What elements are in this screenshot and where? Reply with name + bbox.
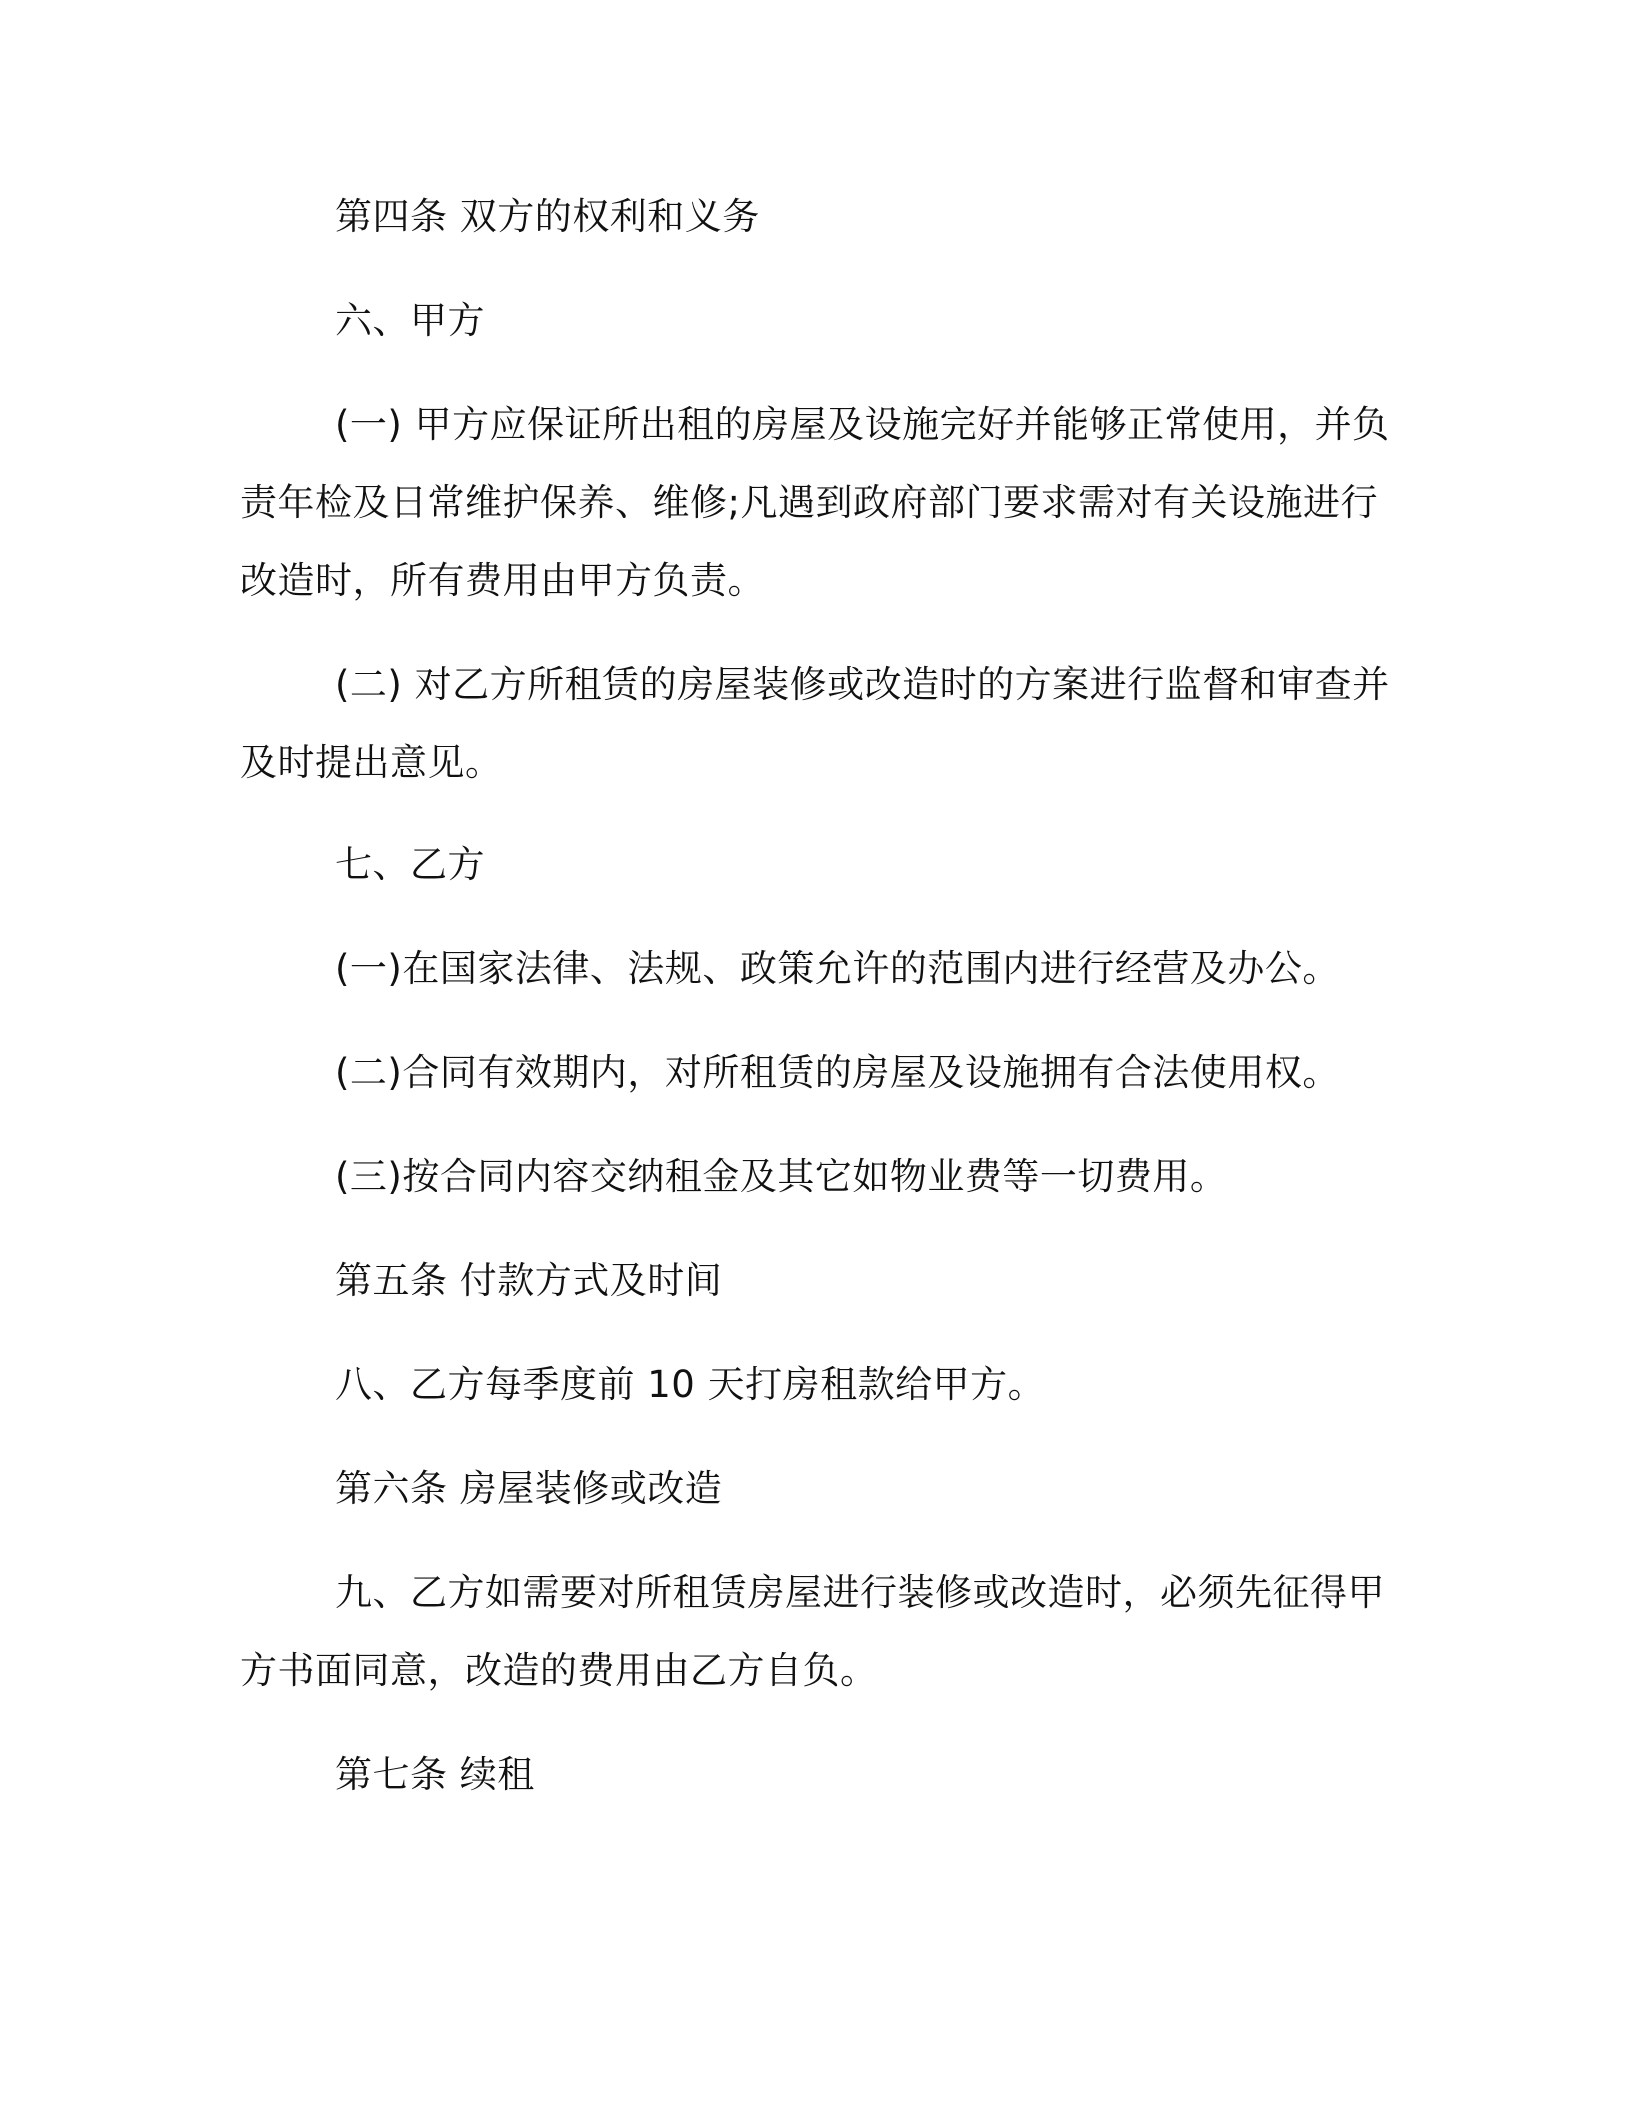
article-5-heading: 第五条 付款方式及时间: [335, 1259, 723, 1302]
article-4-heading: 第四条 双方的权利和义务: [335, 195, 760, 238]
section-6-item-2: (二) 对乙方所租赁的房屋装修或改造时的方案进行监督和审查并及时提出意见。: [240, 663, 1390, 784]
section-8-text: 八、乙方每季度前 10 天打房租款给甲方。: [335, 1363, 1046, 1406]
section-6-item-1: (一) 甲方应保证所出租的房屋及设施完好并能够正常使用，并负责年检及日常维护保养、维修;凡遇到政府部门要求需对有关设施进行改造时，所有费用由甲方负责。: [240, 403, 1390, 602]
section-7-item-1: (一)在国家法律、法规、政策允许的范围内进行经营及办公。: [335, 947, 1340, 990]
article-7-heading: 第七条 续租: [335, 1753, 535, 1796]
section-7-item-2: (二)合同有效期内，对所租赁的房屋及设施拥有合法使用权。: [335, 1051, 1340, 1094]
section-6-heading: 六、甲方: [335, 299, 485, 342]
section-7-item-3: (三)按合同内容交纳租金及其它如物业费等一切费用。: [335, 1155, 1228, 1198]
section-7-heading: 七、乙方: [335, 843, 485, 886]
section-9-text: 九、乙方如需要对所租赁房屋进行装修或改造时，必须先征得甲方书面同意，改造的费用由乙方自负。: [240, 1571, 1385, 1692]
article-6-heading: 第六条 房屋装修或改造: [335, 1467, 723, 1510]
